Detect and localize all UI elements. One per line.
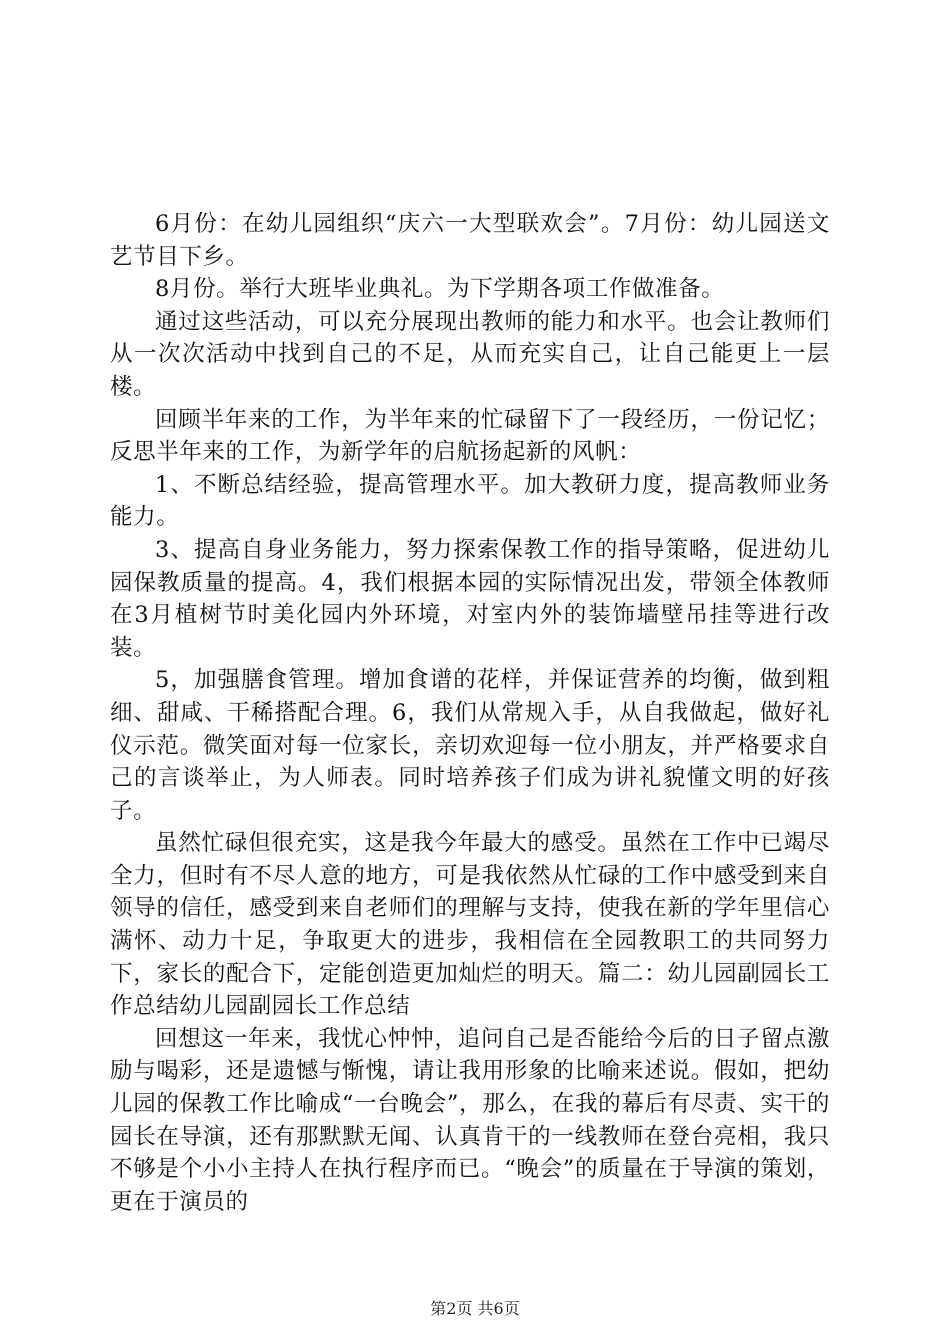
paragraph-review: 回顾半年来的工作，为半年来的忙碌留下了一段经历，一份记忆；反思半年来的工作，为新学年的启航扬起新的风帆：	[110, 406, 830, 466]
paragraph-august: 8月份。举行大班毕业典礼。为下学期各项工作做准备。	[155, 276, 725, 303]
document-body	[110, 208, 830, 1218]
paragraph-item-5-6: 5，加强膳食管理。增加食谱的花样，并保证营养的均衡，做到粗细、甜咸、干稀搭配合理。6，我们从常规入手，从自我做起，做好礼仪示范。微笑面对每一位家长，亲切欢迎每一位小朋友，并严格要求自己的言谈举止，为人师表。同时培养孩子们成为讲礼貌懂文明的好孩子。	[110, 667, 830, 824]
page-footer: 第2页 共6页	[430, 1299, 520, 1318]
paragraph-activities: 通过这些活动，可以充分展现出教师的能力和水平。也会让教师们从一次次活动中找到自己的不足，从而充实自己，让自己能更上一层楼。	[110, 308, 830, 400]
paragraph-summary: 虽然忙碌但很充实，这是我今年最大的感受。虽然在工作中已竭尽全力，但时有不尽人意的地方，可是我依然从忙碌的工作中感受到来自领导的信任，感受到来自老师们的理解与支持，使我在新的学年里信心满怀、动力十足，争取更大的进步，我相信在全园教职工的共同努力下，家长的配合下，定能创造更加灿烂的明天。篇二：幼儿园副园长工作总结幼儿园副园长工作总结	[110, 830, 830, 1020]
paragraph-june-july: 6月份：在幼儿园组织“庆六一大型联欢会”。7月份：幼儿园送文艺节目下乡。	[110, 211, 830, 270]
paragraph-reflection: 回想这一年来，我忧心忡忡，追问自己是否能给今后的日子留点激励与喝彩，还是遗憾与惭愧，请让我用形象的比喻来述说。假如，把幼儿园的保教工作比喻成“一台晚会”，那么，在我的幕后有尽责、实干的园长在导演，还有那默默无闻、认真肯干的一线教师在登台亮相，我只不够是个小小主持人在执行程序而已。“晚会”的质量在于导演的策划，更在于演员的	[110, 1025, 830, 1215]
paragraph-item-1: 1、不断总结经验，提高管理水平。加大教研力度，提高教师业务能力。	[110, 471, 830, 531]
paragraph-item-3-4: 3、提高自身业务能力，努力探索保教工作的指导策略，促进幼儿园保教质量的提高。4，我们根据本园的实际情况出发，带领全体教师在3月植树节时美化园内外环境，对室内外的装饰墙壁吊挂等进行改装。	[110, 536, 830, 661]
